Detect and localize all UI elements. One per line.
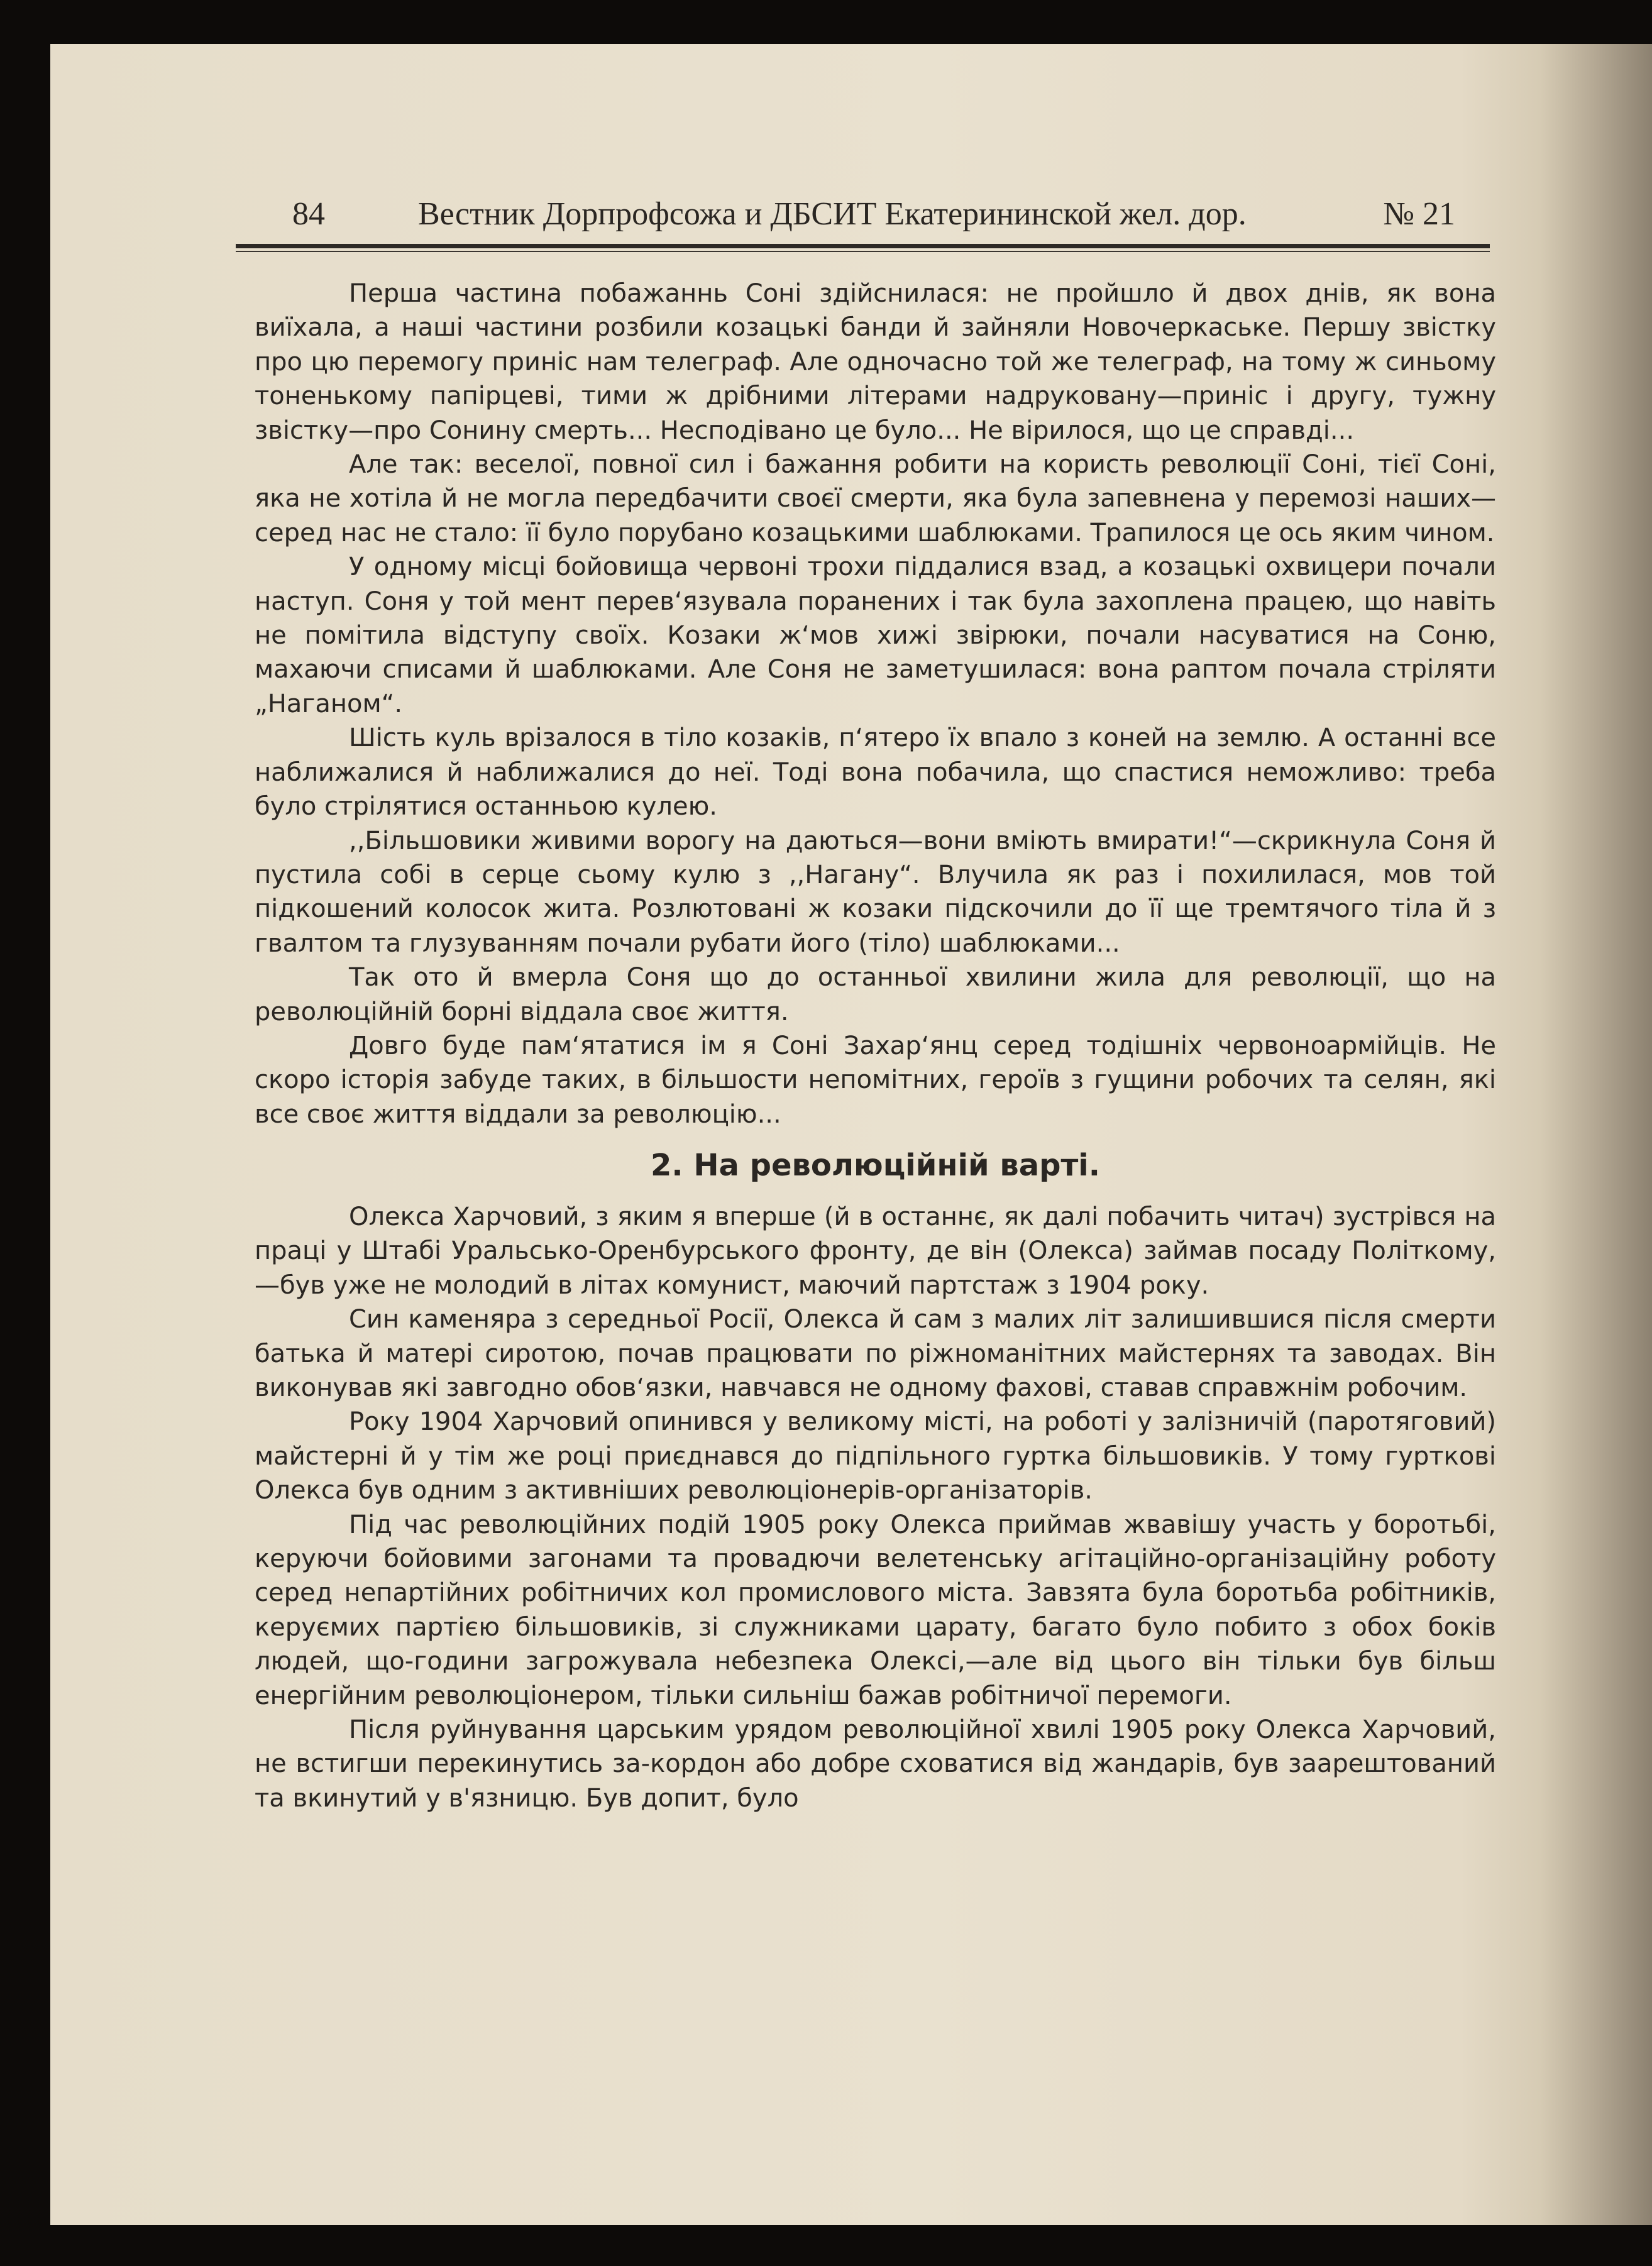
header-rule <box>236 244 1490 248</box>
issue-number: № 21 <box>1383 196 1455 232</box>
page-number: 84 <box>292 196 325 232</box>
running-header <box>236 192 1455 242</box>
paragraph: Під час революційних подій 1905 року Олекса приймав жвавішу участь у боротьбі, керуючи бойовими загонами та провадючи велетенську агітаційно-організаційну роботу серед непартійних робітничих кол промислового міста. Завзята була боротьба робітників, керуємих партією більшовиків, зі служниками царату, багато було побито з обох боків людей, що-години загрожувала небезпека Олексі,—але від цього він тільки був більш енергійним революціонером, тільки сильніш бажав робітничої перемоги. <box>255 1510 1496 1710</box>
section-heading: 2. На революційній варті. <box>651 1148 1100 1184</box>
paragraph: Перша частина побажаннь Соні здійснилася: не пройшло й двох днів, як вона виїхала, а наші частини розбили козацькі банди й зайняли Новочеркаське. Першу звістку про цю перемогу приніс нам телеграф. Але одночасно той же телеграф, на тому ж синьому тоненькому папірцеві, тими ж дрібними літерами надруковану—приніс і другу, тужну звістку—про Сонину смерть... Несподівано це було... Не вірилося, що це справді... <box>255 279 1496 445</box>
paragraph: Року 1904 Харчовий опинився у великому місті, на роботі у залізничій (паротяговий) майстерні й у тім же році приєднався до підпільного гуртка більшовиків. У тому гуртковi Олекса був одним з активніших революціонерів-організаторів. <box>255 1407 1496 1505</box>
header-rule-thin <box>236 251 1490 252</box>
paragraph: ,,Більшовики живими ворогу на даються—вони вміють вмирати!“—скрикнула Соня й пустила собі в серце сьому кулю з ,,Нагану“. Влучила як раз і похилилася, мов той підкошений колосок жита. Розлютовані ж козаки підскочили до її ще тремтячого тіла й з гвалтом та глузуванням почали рубати його (тіло) шаблюками... <box>255 826 1496 958</box>
paragraph: Шість куль врізалося в тіло козаків, п‘ятеро їх впало з коней на землю. А останні все наближалися й наближалися до неї. Тоді вона побачила, що спастися неможливо: треба було стрілятися останньою кулею. <box>255 723 1496 822</box>
article-body <box>255 277 1496 1815</box>
paragraph: Олекса Харчовий, з яким я вперше (й в останнє, як далі побачить читач) зустрівся на праці у Штабі Уральсько-Оренбурського фронту, де він (Олекса) займав посаду Політкому,—був уже не молодий в літах комунист, маючий партстаж з 1904 року. <box>255 1202 1496 1300</box>
paragraph: У одному місці бойовища червоні трохи піддалися взад, а козацькі охвицери почали наступ. Соня у той мент перев‘язувала поранених і так була захоплена працею, що навіть не помітила відступу своїх. Козаки ж‘мов хижі звірюки, почали насуватися на Соню, махаючи списами й шаблюками. Але Соня не заметушилася: вона раптом почала стріляти „Наганом“. <box>255 553 1496 718</box>
paragraph: Так ото й вмерла Соня що до останньої хвилини жила для революції, що на революційній борні віддала своє життя. <box>255 963 1496 1026</box>
paragraph: Але так: веселої, повної сил і бажання робити на користь революції Соні, тієї Соні, яка не хотіла й не могла передбачити своєї смерти, яка була запевнена у перемозі наших—серед нас не стало: її було порубано козацькими шаблюками. Трапилося це ось яким чином. <box>255 450 1496 547</box>
journal-title: Вестник Дорпрофсожа и ДБСИТ Екатерининской жел. дор. <box>418 196 1247 232</box>
paragraph: Після руйнування царським урядом революційної хвилі 1905 року Олекса Харчовий, не встигши перекинутись за-кордон або добре сховатися від жандарів, був заарештований та вкинутий у в'язницю. Був допит, було <box>255 1715 1496 1813</box>
paragraph: Син каменяра з середньої Росії, Олекса й сам з малих літ залишившися після смерти батька й матері сиротою, почав працювати по ріжноманітних майстернях та заводах. Він виконував які завгодно обов‘язки, навчався не одному фахові, ставав справжнім робочим. <box>255 1305 1496 1402</box>
paragraph: Довго буде пам‘ятатися ім я Соні Захар‘янц серед тодішніх червоноармійців. Не скоро історія забуде таких, в більшости непомітних, героїв з гущини робочих та селян, які все своє життя віддали за революцію... <box>255 1031 1496 1129</box>
